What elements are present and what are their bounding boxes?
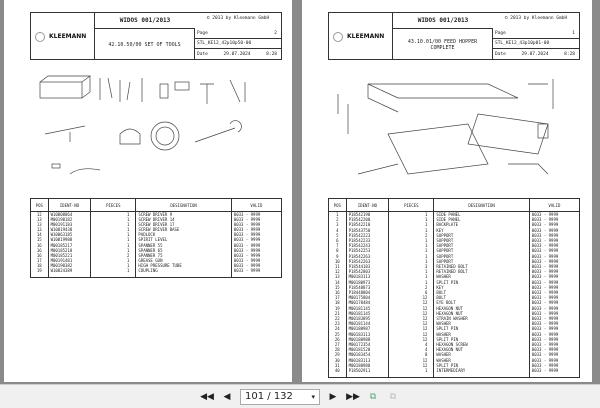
- table-cell: P18542253: [346, 248, 389, 253]
- table-cell: 1: [91, 232, 136, 237]
- table-cell: RETAINED BOLT: [434, 264, 529, 269]
- table-cell: SPANNER 75: [136, 253, 231, 258]
- table-cell: 1: [91, 212, 136, 218]
- table-cell: P18502911: [346, 368, 389, 373]
- table-cell: 13: [31, 227, 49, 232]
- table-cell: SUPPORT: [434, 259, 529, 264]
- table-cell: 12: [389, 326, 434, 331]
- table-cell: 0033 - 9999: [529, 269, 579, 274]
- table-cell: 19: [31, 268, 49, 273]
- table-cell: 12: [389, 358, 434, 363]
- table-cell: 30: [329, 358, 347, 363]
- table-cell: 12: [389, 306, 434, 311]
- table-cell: 12: [389, 337, 434, 342]
- table-cell: SCREW DRIVER 17: [136, 222, 231, 227]
- table-cell: 1: [91, 222, 136, 227]
- table-cell: 2: [91, 253, 136, 258]
- table-cell: 5: [329, 233, 347, 238]
- table-cell: W10019988: [48, 237, 91, 242]
- table-cell: W10024389: [48, 268, 91, 273]
- table-cell: WASHER: [434, 358, 529, 363]
- table-cell: 27: [329, 342, 347, 347]
- table-cell: M00180987: [346, 326, 389, 331]
- table-cell: 0033 - 9999: [231, 258, 281, 263]
- table-cell: 0033 - 9999: [529, 290, 579, 295]
- document-page-right: [302, 0, 592, 382]
- table-cell: 1: [91, 268, 136, 273]
- single-page-view-icon[interactable]: ⧉: [369, 391, 377, 402]
- table-cell: 0033 - 9999: [529, 248, 579, 253]
- table-cell: 0033 - 9999: [231, 253, 281, 258]
- table-cell: 22: [329, 316, 347, 321]
- table-cell: M00181520: [346, 347, 389, 352]
- table-cell: 6: [329, 238, 347, 243]
- table-cell: 0033 - 9999: [529, 280, 579, 285]
- table-cell: 12: [31, 212, 49, 218]
- table-cell: RETAINED BOLT: [434, 269, 529, 274]
- table-cell: 16: [329, 290, 347, 295]
- table-cell: 1: [389, 248, 434, 253]
- table-cell: M00185221: [48, 253, 91, 258]
- table-cell: 1: [389, 259, 434, 264]
- table-cell: 1: [389, 269, 434, 274]
- table-cell: 12: [389, 300, 434, 305]
- table-cell: 1: [91, 237, 136, 242]
- table-cell: M00190182: [48, 217, 91, 222]
- table-cell: P18542190: [346, 212, 389, 218]
- table-cell: SPIRIT LEVEL: [136, 237, 231, 242]
- table-cell: 0033 - 9999: [231, 243, 281, 248]
- table-cell: M00175804: [346, 295, 389, 300]
- doc-id: STL_KE12_43p10p01-00: [495, 41, 550, 46]
- table-cell: SUPPORT: [434, 254, 529, 259]
- table-cell: 17: [329, 295, 347, 300]
- logo: KLEEMANN: [329, 13, 393, 60]
- table-row: [329, 222, 580, 227]
- table-cell: 2: [389, 233, 434, 238]
- table-cell: 1: [329, 212, 347, 218]
- doc-meta: Page 1 STL_KE12_43p10p01-00 Date 29.07.2024 8:28: [493, 29, 579, 60]
- table-cell: BOLT: [434, 290, 529, 295]
- table-cell: 8: [389, 352, 434, 357]
- column-header: VALID: [231, 199, 281, 212]
- table-cell: M00191183: [48, 222, 91, 227]
- table-cell: 12: [389, 332, 434, 337]
- table-cell: 1: [389, 280, 434, 285]
- table-cell: 16: [31, 248, 49, 253]
- table-cell: M00181145: [346, 306, 389, 311]
- table-row: [329, 300, 580, 305]
- table-cell: BOLT: [434, 295, 529, 300]
- table-cell: M00181145: [346, 311, 389, 316]
- table-cell: P18542233: [346, 238, 389, 243]
- table-cell: 16: [31, 253, 49, 258]
- table-cell: SPANNER 55: [136, 243, 231, 248]
- table-cell: HEXAGON NUT: [434, 306, 529, 311]
- table-cell: 0033 - 9999: [529, 238, 579, 243]
- table-cell: 12: [389, 311, 434, 316]
- table-cell: M00185217: [48, 243, 91, 248]
- table-cell: 1: [389, 228, 434, 233]
- table-cell: 12: [389, 316, 434, 321]
- table-cell: M00178484: [346, 300, 389, 305]
- table-cell: 0033 - 9999: [529, 358, 579, 363]
- table-cell: SCREW DRIVER 9: [136, 212, 231, 218]
- doc-id: STL_KE12_42p10p50-00: [197, 41, 252, 46]
- table-cell: HEXAGON SCREW: [434, 342, 529, 347]
- table-cell: 0033 - 9999: [231, 222, 281, 227]
- table-cell: 14: [31, 232, 49, 237]
- table-row: [31, 268, 282, 273]
- table-cell: 1: [91, 248, 136, 253]
- table-cell: W10019438: [48, 227, 91, 232]
- table-cell: 0033 - 9999: [529, 228, 579, 233]
- column-header: DESIGNATION: [136, 199, 231, 212]
- table-cell: 0033 - 9999: [529, 347, 579, 352]
- table-cell: 29: [329, 352, 347, 357]
- table-cell: 1: [91, 227, 136, 232]
- table-cell: 0033 - 9999: [231, 232, 281, 237]
- table-cell: M00183113: [346, 358, 389, 363]
- table-cell: 0033 - 9999: [529, 295, 579, 300]
- table-cell: M00181144: [346, 321, 389, 326]
- parts-table: [30, 198, 282, 278]
- table-cell: 13: [31, 222, 49, 227]
- table-cell: EYE BOLT: [434, 300, 529, 305]
- table-cell: HEXAGON NUT: [434, 311, 529, 316]
- table-cell: 4: [329, 228, 347, 233]
- doc-meta: Page 2 STL_KE12_42p10p50-00 Date 29.07.2024 8:28: [195, 29, 281, 60]
- table-cell: M00180973: [346, 280, 389, 285]
- table-cell: 3: [329, 222, 347, 227]
- table-cell: P18542243: [346, 243, 389, 248]
- table-cell: 0033 - 9999: [529, 300, 579, 305]
- table-cell: PADLOCK: [136, 232, 231, 237]
- last-page-icon[interactable]: ▶▶: [346, 391, 360, 402]
- table-cell: 17: [31, 258, 49, 263]
- table-cell: 11: [329, 264, 347, 269]
- parts-table: [328, 198, 580, 378]
- table-cell: 0033 - 9999: [529, 368, 579, 373]
- table-header: [31, 199, 282, 212]
- table-cell: 12: [389, 321, 434, 326]
- parts-illustration: [328, 64, 580, 196]
- table-cell: 6: [389, 290, 434, 295]
- table-cell: 1: [91, 243, 136, 248]
- page-navigation-toolbar: [0, 384, 600, 408]
- table-cell: P18448804: [346, 290, 389, 295]
- doc-title: WIDOS 001/2013: [393, 13, 493, 29]
- table-cell: 0033 - 9999: [529, 264, 579, 269]
- table-cell: 18: [31, 263, 49, 268]
- column-header: PIECES: [389, 199, 434, 212]
- table-cell: BACKPLATE: [434, 222, 529, 227]
- table-cell: M00183895: [346, 316, 389, 321]
- table-cell: COUPLING: [136, 268, 231, 273]
- table-cell: P18543750: [346, 228, 389, 233]
- prev-page-icon[interactable]: ◀: [223, 391, 231, 402]
- table-cell: 13: [31, 217, 49, 222]
- table-cell: 0033 - 9999: [529, 217, 579, 222]
- chevron-down-icon: ▾: [311, 392, 315, 401]
- table-cell: 0033 - 9999: [529, 316, 579, 321]
- table-cell: 0033 - 9999: [529, 212, 579, 218]
- table-cell: P18542210: [346, 222, 389, 227]
- table-cell: SUPPORT: [434, 243, 529, 248]
- table-cell: 1: [389, 274, 434, 279]
- table-cell: 0033 - 9999: [231, 237, 281, 242]
- table-cell: WASHER: [434, 321, 529, 326]
- table-cell: 2: [329, 217, 347, 222]
- table-cell: INTERMEDIARY: [434, 368, 529, 373]
- two-page-view-icon[interactable]: ⧉: [389, 391, 397, 402]
- table-cell: WASHER: [434, 352, 529, 357]
- table-row: [329, 368, 580, 373]
- table-cell: 0033 - 9999: [529, 306, 579, 311]
- table-cell: 0033 - 9999: [529, 332, 579, 337]
- table-cell: 0033 - 9999: [529, 326, 579, 331]
- table-cell: SIDE PANEL: [434, 212, 529, 218]
- table-cell: 12: [389, 295, 434, 300]
- table-cell: 1: [389, 217, 434, 222]
- table-cell: WASHER: [434, 332, 529, 337]
- doc-title: WIDOS 001/2013: [95, 13, 195, 29]
- table-cell: SUPPORT: [434, 233, 529, 238]
- table-cell: 21: [329, 311, 347, 316]
- table-cell: 0033 - 9999: [231, 217, 281, 222]
- table-cell: 0033 - 9999: [231, 268, 281, 273]
- column-header: IDENT-NO: [346, 199, 389, 212]
- table-cell: 2: [389, 285, 434, 290]
- table-cell: 18: [329, 300, 347, 305]
- copyright: © 2013 by Kleemann GmbH: [206, 16, 270, 21]
- table-cell: 23: [329, 321, 347, 326]
- title-block: [30, 12, 282, 60]
- table-cell: 1: [389, 368, 434, 373]
- table-cell: SPANNER 65: [136, 248, 231, 253]
- table-cell: SUPPORT: [434, 248, 529, 253]
- table-cell: P18542200: [346, 217, 389, 222]
- table-cell: 15: [329, 285, 347, 290]
- table-header: [329, 199, 580, 212]
- table-cell: 1: [389, 212, 434, 218]
- table-cell: P18544183: [346, 264, 389, 269]
- page-number: 1: [572, 31, 575, 36]
- table-cell: M00183113: [346, 274, 389, 279]
- assembly-title: 43.10.01/00 FEED HOPPER COMPLETE: [393, 29, 493, 60]
- table-cell: 0033 - 9999: [529, 259, 579, 264]
- title-block: [328, 12, 580, 60]
- table-cell: SIDE PANEL: [434, 217, 529, 222]
- table-cell: 1: [389, 243, 434, 248]
- table-cell: M00183454: [346, 352, 389, 357]
- table-cell: 3: [389, 264, 434, 269]
- table-cell: 15: [31, 237, 49, 242]
- table-cell: 1: [91, 263, 136, 268]
- table-row: [31, 237, 282, 242]
- table-cell: 0033 - 9999: [529, 337, 579, 342]
- table-cell: P18542223: [346, 233, 389, 238]
- copyright: © 2013 by Kleemann GmbH: [504, 16, 568, 21]
- table-cell: M00180988: [346, 363, 389, 368]
- column-header: VALID: [529, 199, 579, 212]
- table-cell: KEY: [434, 228, 529, 233]
- table-cell: WASHER: [434, 274, 529, 279]
- table-cell: 0033 - 9999: [529, 285, 579, 290]
- column-header: PIECES: [91, 199, 136, 212]
- table-cell: 1: [389, 254, 434, 259]
- first-page-icon[interactable]: ◀◀: [200, 391, 214, 402]
- parts-illustration: [30, 64, 282, 196]
- column-header: POS: [329, 199, 347, 212]
- column-header: IDENT-NO: [48, 199, 91, 212]
- table-cell: 28: [329, 347, 347, 352]
- table-cell: 0033 - 9999: [529, 352, 579, 357]
- table-cell: 0033 - 9999: [231, 212, 281, 218]
- table-cell: 9: [329, 254, 347, 259]
- table-cell: HEXAGON NUT: [434, 347, 529, 352]
- table-cell: 0033 - 9999: [529, 274, 579, 279]
- next-page-icon[interactable]: ▶: [329, 391, 337, 402]
- table-cell: 25: [329, 332, 347, 337]
- table-cell: P18542803: [346, 269, 389, 274]
- table-cell: STRAIN WASHER: [434, 316, 529, 321]
- page-number: 2: [274, 31, 277, 36]
- table-row: [31, 243, 282, 248]
- table-cell: 4: [389, 347, 434, 352]
- table-cell: 0033 - 9999: [231, 263, 281, 268]
- table-cell: 1: [91, 217, 136, 222]
- table-cell: 0033 - 9999: [231, 227, 281, 232]
- table-cell: 0033 - 9999: [529, 321, 579, 326]
- table-cell: P18548873: [346, 285, 389, 290]
- table-cell: 0033 - 9999: [529, 342, 579, 347]
- table-cell: 10: [329, 259, 347, 264]
- table-cell: 16: [31, 243, 49, 248]
- table-cell: 19: [329, 306, 347, 311]
- table-cell: M00172354: [346, 342, 389, 347]
- table-cell: SCREW DRIVER 14: [136, 217, 231, 222]
- table-cell: KEY: [434, 285, 529, 290]
- table-cell: 8: [329, 248, 347, 253]
- table-cell: 0033 - 9999: [529, 254, 579, 259]
- table-cell: 0033 - 9999: [529, 363, 579, 368]
- document-page-left: [4, 0, 292, 382]
- table-cell: 26: [329, 337, 347, 342]
- table-cell: 40: [329, 368, 347, 373]
- assembly-title: 42.10.50/00 SET OF TOOLS: [95, 29, 195, 60]
- table-cell: 1: [389, 222, 434, 227]
- table-cell: HIGH PRESSURE TUBE: [136, 263, 231, 268]
- table-cell: P18542263: [346, 254, 389, 259]
- page-select[interactable]: 101 / 132 ▾: [240, 389, 320, 405]
- column-header: DESIGNATION: [434, 199, 529, 212]
- table-cell: 1: [389, 238, 434, 243]
- seal-icon: [35, 32, 45, 42]
- table-cell: 0033 - 9999: [529, 222, 579, 227]
- table-cell: SUPPORT: [434, 238, 529, 243]
- table-cell: M00190382: [48, 263, 91, 268]
- table-cell: M00183113: [346, 332, 389, 337]
- table-cell: 4: [389, 342, 434, 347]
- table-cell: 7: [329, 243, 347, 248]
- table-cell: 31: [329, 363, 347, 368]
- column-header: POS: [31, 199, 49, 212]
- table-cell: 0033 - 9999: [529, 243, 579, 248]
- logo: KLEEMANN: [31, 13, 95, 60]
- table-cell: SPLIT PIN: [434, 280, 529, 285]
- table-cell: 0033 - 9999: [529, 311, 579, 316]
- table-cell: 1: [91, 258, 136, 263]
- table-cell: 12: [329, 269, 347, 274]
- table-cell: 0033 - 9999: [231, 248, 281, 253]
- table-cell: W10008864: [48, 212, 91, 218]
- table-cell: GREASE GUN: [136, 258, 231, 263]
- table-cell: P18542263: [346, 259, 389, 264]
- table-cell: W10063185: [48, 232, 91, 237]
- table-cell: M00191481: [48, 258, 91, 263]
- table-row: [329, 326, 580, 331]
- table-row: [31, 248, 282, 253]
- table-cell: M00185218: [48, 248, 91, 253]
- table-cell: M00180988: [346, 337, 389, 342]
- table-cell: 12: [389, 363, 434, 368]
- table-cell: SCREW DRIVER BASE: [136, 227, 231, 232]
- seal-icon: [333, 32, 343, 42]
- table-cell: SPLIT PIN: [434, 326, 529, 331]
- table-cell: 13: [329, 274, 347, 279]
- table-cell: 14: [329, 280, 347, 285]
- table-cell: 0033 - 9999: [529, 233, 579, 238]
- table-cell: SPLIT PIN: [434, 363, 529, 368]
- table-cell: 24: [329, 326, 347, 331]
- table-cell: SPLIT PIN: [434, 337, 529, 342]
